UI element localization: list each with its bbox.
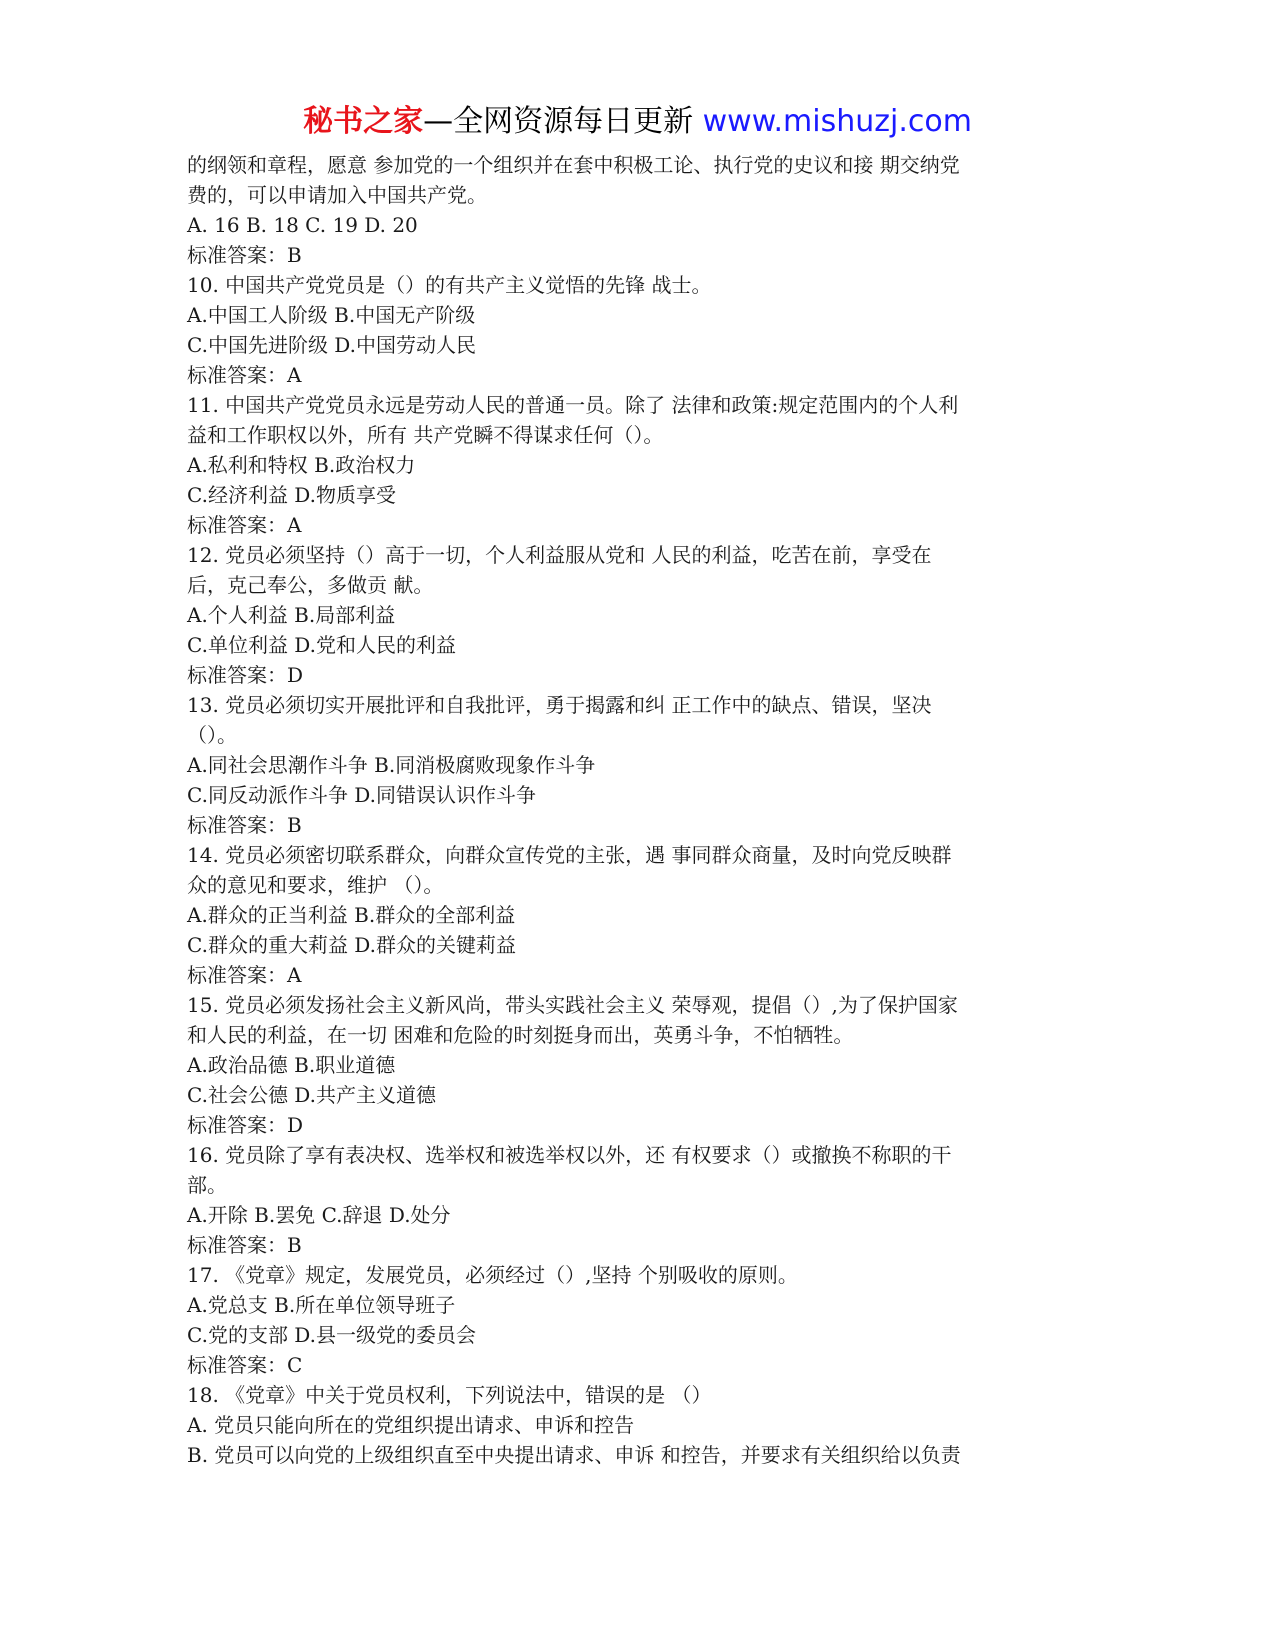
- question-11: 11. 中国共产党党员永远是劳动人民的普通一员。除了 法律和政策:规定范围内的个人利: [187, 393, 959, 417]
- answer-options: A.同社会思潮作斗争 B.同消极腐败现象作斗争: [187, 753, 596, 777]
- text-line: 益和工作职权以外，所有 共产党瞬不得谋求任何（）。: [187, 423, 664, 447]
- answer-option: B. 党员可以向党的上级组织直至中央提出请求、申诉 和控告，并要求有关组织给以负责: [187, 1443, 961, 1467]
- answer-options: C.社会公德 D.共产主义道德: [187, 1083, 436, 1107]
- standard-answer: 标准答案：B: [187, 1233, 302, 1257]
- site-url: www.mishuzj.com: [702, 104, 972, 139]
- answer-options: C.经济利益 D.物质享受: [187, 483, 396, 507]
- answer-options: A.政治品德 B.职业道德: [187, 1053, 396, 1077]
- answer-options: C.党的支部 D.县一级党的委员会: [187, 1323, 476, 1347]
- answer-option: A. 党员只能向所在的党组织提出请求、申诉和控告: [187, 1413, 635, 1437]
- answer-options: A.中国工人阶级 B.中国无产阶级: [187, 303, 476, 327]
- answer-options: A.党总支 B.所在单位领导班子: [187, 1293, 456, 1317]
- answer-options: A.个人利益 B.局部利益: [187, 603, 396, 627]
- standard-answer: 标准答案：D: [187, 663, 304, 687]
- answer-options: C.同反动派作斗争 D.同错误认识作斗争: [187, 783, 536, 807]
- answer-options: C.群众的重大莉益 D.群众的关键莉益: [187, 933, 516, 957]
- header-slogan: —全网资源每日更新: [423, 104, 703, 139]
- question-18: 18. 《党章》中关于党员权利，下列说法中，错误的是 （）: [187, 1383, 712, 1407]
- question-17: 17. 《党章》规定，发展党员，必须经过（）,坚持 个别吸收的原则。: [187, 1263, 798, 1287]
- text-line: （）。: [187, 723, 237, 747]
- brand-name: 秘书之家: [303, 104, 424, 139]
- answer-options: A. 16 B. 18 C. 19 D. 20: [187, 213, 418, 237]
- question-13: 13. 党员必须切实开展批评和自我批评，勇于揭露和纠 正工作中的缺点、错误，坚决: [187, 693, 932, 717]
- text-line: 后，克己奉公，多做贡 献。: [187, 573, 434, 597]
- standard-answer: 标准答案：A: [187, 513, 302, 537]
- document-body: [187, 150, 1087, 1470]
- question-14: 14. 党员必须密切联系群众，向群众宣传党的主张，遇 事同群众商量，及时向党反映群: [187, 843, 952, 867]
- answer-options: A.群众的正当利益 B.群众的全部利益: [187, 903, 516, 927]
- answer-options: C.单位利益 D.党和人民的利益: [187, 633, 456, 657]
- answer-options: A.私利和特权 B.政治权力: [187, 453, 416, 477]
- answer-options: C.中国先进阶级 D.中国劳动人民: [187, 333, 476, 357]
- text-line: 和人民的利益，在一切 困难和危险的时刻挺身而出，英勇斗争，不怕牺牲。: [187, 1023, 854, 1047]
- standard-answer: 标准答案：B: [187, 813, 302, 837]
- site-header: [0, 102, 1275, 142]
- question-16: 16. 党员除了享有表决权、选举权和被选举权以外，还 有权要求（）或撤换不称职的干: [187, 1143, 952, 1167]
- text-line: 的纲领和章程，愿意 参加党的一个组织并在套中积极工论、执行党的史议和接 期交纳党: [187, 153, 960, 177]
- text-line: 众的意见和要求，维护 （）。: [187, 873, 444, 897]
- answer-options: A.开除 B.罢免 C.辞退 D.处分: [187, 1203, 451, 1227]
- standard-answer: 标准答案：A: [187, 363, 302, 387]
- standard-answer: 标准答案：B: [187, 243, 302, 267]
- standard-answer: 标准答案：A: [187, 963, 302, 987]
- text-line: 部。: [187, 1173, 227, 1197]
- question-12: 12. 党员必须坚持（）高于一切，个人利益服从党和 人民的利益，吃苦在前，享受在: [187, 543, 932, 567]
- question-15: 15. 党员必须发扬社会主义新风尚，带头实践社会主义 荣辱观，提倡（）,为了保护国家: [187, 993, 958, 1017]
- text-line: 费的，可以申请加入中国共产党。: [187, 183, 487, 207]
- standard-answer: 标准答案：C: [187, 1353, 303, 1377]
- question-10: 10. 中国共产党党员是（）的有共产主义觉悟的先锋 战士。: [187, 273, 712, 297]
- standard-answer: 标准答案：D: [187, 1113, 304, 1137]
